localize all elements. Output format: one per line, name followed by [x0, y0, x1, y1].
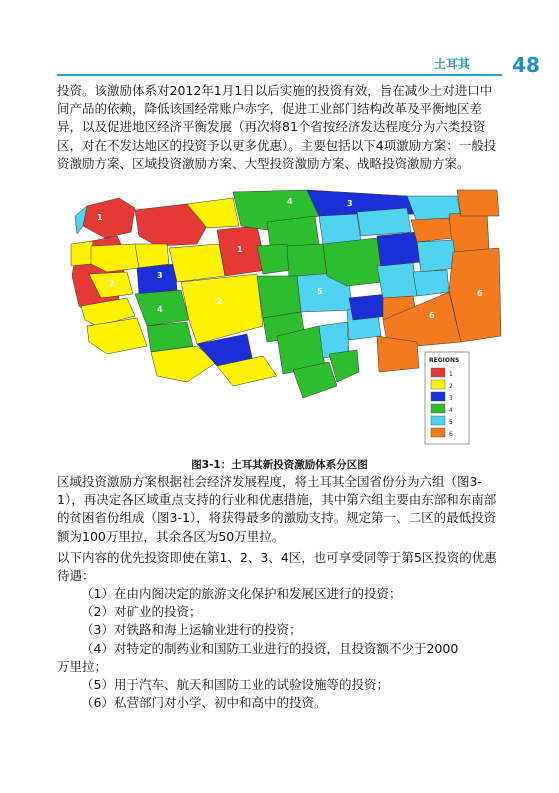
- figure-caption: 图3-1：土耳其新投资激励体系分区图: [191, 459, 368, 471]
- legend-label: 3: [449, 395, 453, 402]
- svg-text:1: 1: [237, 245, 243, 254]
- legend-swatch: [431, 368, 445, 377]
- legend-swatch: [431, 392, 445, 401]
- region-eskisehir: [169, 244, 225, 282]
- list-item: （6）私营部门对小学、初中和高中的投资。: [81, 695, 327, 711]
- region-sanliurfa: [377, 336, 419, 372]
- map-svg: [57, 186, 503, 454]
- list-item: （3）对铁路和海上运输业进行的投资；: [81, 622, 302, 638]
- region-kirikkale: [257, 244, 291, 274]
- svg-text:4: 4: [157, 305, 163, 314]
- intro-paragraph: 投资。该激励体系对2012年1月1日以后实施的投资有效，旨在减少土对进口中间产品的依赖，降低该国经常账户赤字，促进工业部门结构改革及平衡地区差异，以及促进地区经济平衡发展（再次将81个省按经济发达程度分为六类投资区，对在不发达地区的投资予以更多优惠）。主要包括以下4项激励方案：一般投资激励方案、区域投资激励方案、大型投资激励方案、战略投资激励方案。: [57, 83, 497, 171]
- region-yozgat: [287, 244, 327, 278]
- region-giresun: [357, 208, 411, 236]
- region-balikesir: [91, 244, 139, 272]
- svg-text:1: 1: [97, 213, 103, 222]
- svg-text:2: 2: [109, 279, 115, 288]
- legend-swatch: [431, 380, 445, 389]
- page-header: [0, 0, 559, 80]
- legend-swatch: [431, 404, 445, 413]
- list-item: （5）用于汽车、航天和国防工业的试验设施等的投资；: [81, 677, 389, 693]
- region-tokat: [319, 214, 361, 244]
- legend-swatch: [431, 428, 445, 437]
- svg-text:3: 3: [347, 199, 353, 208]
- page-number: 48: [506, 50, 546, 80]
- list-item-continuation: 万里拉；: [57, 658, 108, 674]
- svg-text:6: 6: [477, 289, 483, 298]
- region-erzurum: [449, 212, 489, 254]
- region-elazig: [413, 270, 449, 296]
- region-malatya: [377, 262, 417, 298]
- paragraph-regional: 区域投资激励方案根据社会经济发展程度，将土耳其全国省份分为六组（图3-1），再决定各区域重点支持的行业和优惠措施，其中第六组主要由东部和东南部的贫困省份组成（图3-1），将获得最多的激励支持。规定第一、二区的最低投资额为100万里拉，其余各区为50万里拉。: [57, 474, 497, 544]
- legend-label: 2: [449, 383, 453, 390]
- list-item: （1）在由内阁决定的旅游文化保护和发展区进行的投资；: [81, 586, 402, 601]
- svg-text:2: 2: [217, 297, 223, 306]
- legend: [425, 352, 469, 444]
- list-item: （2）对矿业的投资；: [81, 604, 202, 620]
- region-tunceli: [417, 240, 457, 272]
- region-canakkale: [71, 241, 93, 266]
- turkey-region-map: [57, 186, 503, 454]
- list-item: （4）对特定的制药业和国防工业进行的投资，且投资额不少于2000: [81, 640, 459, 656]
- header-rule: [57, 74, 502, 76]
- legend-title: REGIONS: [429, 357, 460, 364]
- region-bursa: [135, 244, 169, 268]
- svg-text:5: 5: [317, 287, 323, 296]
- legend-label: 6: [449, 431, 453, 438]
- svg-text:4: 4: [287, 197, 293, 206]
- paragraph-priority: 以下内容的优先投资即使在第1、2、3、4区，也可享受同等于第5区投资的优惠待遇：: [57, 550, 497, 584]
- region-gumushane: [411, 218, 453, 242]
- region-erzincan: [377, 232, 421, 266]
- svg-text:6: 6: [429, 311, 435, 320]
- svg-text:3: 3: [157, 271, 163, 280]
- region-aksaray: [257, 276, 301, 318]
- legend-label: 1: [449, 371, 453, 378]
- region-ardahan: [457, 190, 499, 216]
- header-title: 土耳其: [434, 57, 471, 71]
- legend-swatch: [431, 416, 445, 425]
- legend-label: 4: [449, 407, 453, 414]
- priority-list: [57, 585, 503, 712]
- legend-label: 5: [449, 419, 453, 426]
